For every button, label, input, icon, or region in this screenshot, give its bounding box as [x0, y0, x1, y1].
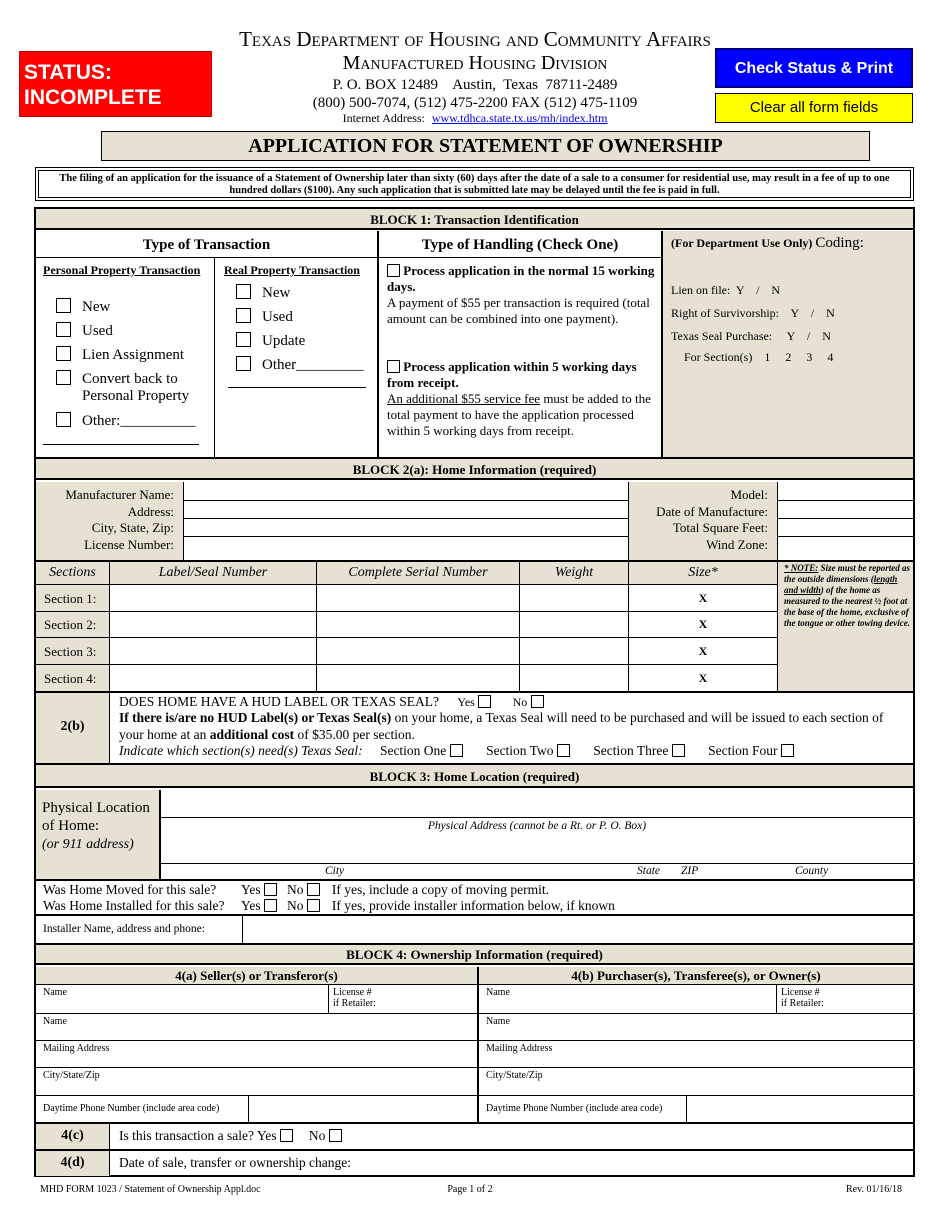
- physical-location-sub: (or 911 address): [42, 837, 134, 852]
- hud-label-question: DOES HOME HAVE A HUD LABEL OR TEXAS SEAL?: [119, 694, 440, 709]
- dept-use-label: [671, 235, 864, 252]
- seal-section-two-checkbox[interactable]: [557, 744, 570, 757]
- seal-section-three-label: Section Three: [593, 742, 669, 758]
- col-label-seal: Label/Seal Number: [158, 565, 268, 580]
- size-note-dimensions: length and width: [784, 574, 898, 595]
- real-option-new[interactable]: [236, 284, 290, 302]
- purchaser-if-retailer-text: if Retailer:: [781, 998, 825, 1009]
- section-row-label: Section 4:: [44, 671, 97, 686]
- installed-note: If yes, provide installer information below, if known: [331, 898, 615, 913]
- purchaser-mailing-label: Mailing Address: [486, 1043, 553, 1054]
- late-fee-notice: The filing of an application for the issuance of a Statement of Ownership later than sixty (60) days after the date of a sale to a consumer for residential use, may result in a fee of up to one hundred dollars ($100). Any such application that is submitted late may be delayed until the fee is paid in full.: [38, 170, 911, 198]
- purchaser-phone-label: Daytime Phone Number (include area code): [486, 1103, 663, 1114]
- additional-cost: additional cost: [209, 726, 295, 742]
- seller-title: 4(a) Seller(s) or Transferor(s): [175, 968, 338, 983]
- internet-address-line: [0, 111, 950, 126]
- size-note-label: * NOTE:: [784, 563, 819, 573]
- block4d-label: 4(d): [60, 1155, 85, 1170]
- real-option-update[interactable]: [236, 332, 305, 350]
- handling-normal-title: Process application in the normal 15 working days.: [387, 263, 655, 294]
- purchaser-title: 4(b) Purchaser(s), Transferee(s), or Owner(s): [571, 968, 821, 983]
- address-label: Address:: [127, 503, 174, 519]
- col-serial-number: Complete Serial Number: [348, 565, 488, 580]
- physical-address-input[interactable]: [161, 791, 913, 817]
- moved-no-label: No: [287, 882, 304, 897]
- block4-title: BLOCK 4: Ownership Information (required): [36, 945, 913, 965]
- real-property-title: Real Property Transaction: [224, 263, 360, 277]
- block2b-label: 2(b): [60, 719, 85, 734]
- installed-yes-label: Yes: [241, 898, 261, 913]
- handling-normal: [387, 263, 657, 327]
- personal-used-label: Used: [82, 323, 113, 339]
- personal-convert-label-2: Personal Property: [82, 388, 190, 404]
- hud-yes-checkbox[interactable]: [478, 695, 491, 708]
- block1-title: BLOCK 1: Transaction Identification: [36, 209, 913, 230]
- installed-yes-checkbox[interactable]: [264, 899, 277, 912]
- handling-fast: [387, 359, 657, 439]
- type-of-handling-heading: Type of Handling (Check One): [421, 237, 619, 253]
- personal-option-new[interactable]: [56, 298, 110, 316]
- seller-phone-input[interactable]: [249, 1096, 477, 1122]
- purchaser-name-label: Name: [486, 987, 510, 998]
- real-update-checkbox[interactable]: [236, 332, 251, 347]
- seller-city-label: City/State/Zip: [43, 1070, 100, 1081]
- date-of-manufacture-label: Date of Manufacture:: [656, 503, 768, 519]
- seller-name-label-2: Name: [43, 1016, 67, 1027]
- installer-label: Installer Name, address and phone:: [43, 923, 205, 935]
- footer-page-number: Page 1 of 2: [447, 1184, 493, 1195]
- personal-option-other[interactable]: [56, 412, 195, 430]
- moved-yes-checkbox[interactable]: [264, 883, 277, 896]
- seal-section-one-checkbox[interactable]: [450, 744, 463, 757]
- personal-option-convert[interactable]: [56, 370, 178, 388]
- moved-question: Was Home Moved for this sale?: [43, 882, 217, 897]
- home-info-right-labels: [629, 487, 768, 553]
- model-label: Model:: [730, 487, 768, 502]
- personal-convert-label: Convert back to: [82, 371, 178, 387]
- handling-fast-title: Process application within 5 working days from receipt.: [387, 359, 637, 390]
- total-square-feet-label: Total Square Feet:: [672, 520, 768, 535]
- section-row-label: Section 2:: [44, 617, 97, 632]
- seal-section-four-checkbox[interactable]: [781, 744, 794, 757]
- dept-use-area: [663, 231, 913, 457]
- personal-option-lien[interactable]: [56, 346, 184, 364]
- model-input[interactable]: [778, 483, 913, 500]
- seller-name-label: Name: [43, 987, 67, 998]
- personal-used-checkbox[interactable]: [56, 322, 71, 337]
- size-note: [784, 563, 910, 629]
- purchaser-name-label-2: Name: [486, 1016, 510, 1027]
- real-other-checkbox[interactable]: [236, 356, 251, 371]
- home-info-left-labels: [36, 487, 174, 553]
- handling-fast-fee: An additional $55 service fee: [387, 391, 541, 406]
- sale-question: Is this transaction a sale?: [119, 1128, 254, 1143]
- real-option-used[interactable]: [236, 308, 293, 326]
- indicate-sections: Indicate which section(s) need(s) Texas Seal:: [119, 742, 363, 758]
- seller-phone-label: Daytime Phone Number (include area code): [43, 1103, 220, 1114]
- physical-location-label: [42, 799, 154, 854]
- right-of-survivorship: Right of Survivorship: Y / N: [671, 306, 835, 320]
- no-seal-text: on your home, a Texas Seal will need to be purchased and will be issued to each section of your home at an: [119, 710, 884, 742]
- type-of-transaction-heading: Type of Transaction: [142, 237, 271, 253]
- real-used-checkbox[interactable]: [236, 308, 251, 323]
- agency-address: P. O. BOX 12489 Austin, Texas 78711-2489: [332, 77, 618, 93]
- wind-zone-label: Wind Zone:: [706, 536, 768, 552]
- hud-yes-label: Yes: [457, 695, 475, 709]
- seller-license-label: [333, 987, 376, 1009]
- handling-fast-text: must be added to the total payment to have the application processed within 5 working days from receipt.: [387, 391, 651, 438]
- lien-on-file: Lien on file: Y / N: [671, 283, 781, 297]
- purchaser-license-text: License #: [781, 987, 820, 998]
- personal-convert-checkbox[interactable]: [56, 370, 71, 385]
- coding-label: Coding:: [815, 235, 864, 251]
- installed-no-checkbox[interactable]: [307, 899, 320, 912]
- moved-note: If yes, include a copy of moving permit.: [331, 882, 549, 897]
- block4c-label: 4(c): [61, 1128, 84, 1143]
- status-line-2: INCOMPLETE: [24, 86, 162, 109]
- sale-yes-label: Yes: [256, 1128, 277, 1143]
- seal-section-four-label: Section Four: [708, 742, 778, 758]
- block4c-question: [119, 1128, 342, 1144]
- clear-form-fields-button[interactable]: Clear all form fields: [715, 93, 913, 123]
- col-sections: Sections: [49, 565, 96, 580]
- manufacturer-name-label: Manufacturer Name:: [65, 487, 174, 502]
- size-note-text-2: ) of the home as measured to the nearest ½ foot at the base of the home, exclusive of the tongue or other towing device.: [784, 585, 910, 628]
- sale-no-label: No: [308, 1128, 326, 1143]
- section-row-label: Section 3:: [44, 644, 97, 659]
- block2a-title: BLOCK 2(a): Home Information (required): [36, 459, 913, 480]
- col-size: Size*: [688, 565, 718, 580]
- installer-input[interactable]: [243, 916, 913, 943]
- no-seal-text-2: of $35.00 per section.: [294, 726, 415, 742]
- check-status-print-button[interactable]: Check Status & Print: [715, 48, 913, 88]
- internet-label: Internet Address:: [342, 111, 425, 125]
- hud-no-checkbox[interactable]: [531, 695, 544, 708]
- date-of-sale-label: Date of sale, transfer or ownership change:: [119, 1155, 352, 1170]
- physical-location-text: Physical Location of Home:: [42, 800, 150, 834]
- agency-phones: (800) 500-7074, (512) 475-2200 FAX (512) 475-1109: [312, 95, 638, 111]
- hud-no-label: No: [512, 695, 528, 709]
- col-weight: Weight: [554, 565, 594, 580]
- block3-title: BLOCK 3: Home Location (required): [36, 765, 913, 788]
- seal-section-two-label: Section Two: [486, 742, 554, 758]
- personal-new-checkbox[interactable]: [56, 298, 71, 313]
- purchaser-phone-input[interactable]: [687, 1096, 913, 1122]
- size-x-marker: X: [698, 644, 708, 658]
- purchaser-license-label: [781, 987, 824, 1009]
- city-state-zip-label: City, State, Zip:: [91, 520, 174, 535]
- moved-no-checkbox[interactable]: [307, 883, 320, 896]
- handling-fast-checkbox[interactable]: [387, 360, 400, 373]
- zip-caption: ZIP: [681, 865, 699, 877]
- personal-lien-checkbox[interactable]: [56, 346, 71, 361]
- purchaser-city-label: City/State/Zip: [486, 1070, 543, 1081]
- installed-question: Was Home Installed for this sale?: [43, 898, 225, 913]
- city-caption: City: [325, 865, 345, 877]
- no-seal-intro: If there is/are no HUD Label(s) or Texas Seal(s): [119, 710, 392, 726]
- real-other-label: Other_________: [262, 357, 364, 373]
- seller-if-retailer-text: if Retailer:: [333, 998, 377, 1009]
- status-line-1: STATUS:: [24, 61, 112, 84]
- seal-section-three-checkbox[interactable]: [672, 744, 685, 757]
- real-option-other[interactable]: [236, 356, 364, 374]
- manufacturer-name-input[interactable]: [184, 483, 628, 500]
- personal-other-checkbox[interactable]: [56, 412, 71, 427]
- personal-new-label: New: [82, 299, 111, 315]
- section-row-label: Section 1:: [44, 591, 97, 606]
- handling-normal-checkbox[interactable]: [387, 264, 400, 277]
- dept-use-title: (For Department Use Only): [671, 236, 813, 250]
- moved-installed-questions: [43, 882, 903, 914]
- agency-name: Texas Department of Housing and Community Affairs: [239, 27, 711, 51]
- handling-normal-text: A payment of $55 per transaction is required (total amount can be combined into one payment).: [387, 295, 650, 326]
- late-fee-notice-box: [35, 167, 914, 201]
- physical-address-caption: Physical Address (cannot be a Rt. or P. O. Box): [427, 820, 647, 832]
- size-x-marker: X: [698, 671, 708, 685]
- real-update-label: Update: [262, 333, 306, 349]
- personal-property-title: Personal Property Transaction: [43, 263, 201, 277]
- moved-yes-label: Yes: [241, 882, 261, 897]
- real-new-checkbox[interactable]: [236, 284, 251, 299]
- division-name: Manufactured Housing Division: [342, 52, 608, 74]
- for-sections: For Section(s) 1 2 3 4: [684, 350, 834, 364]
- seller-mailing-label: Mailing Address: [43, 1043, 110, 1054]
- footer-revision: Rev. 01/16/18: [845, 1184, 902, 1195]
- form-title: APPLICATION FOR STATEMENT OF OWNERSHIP: [101, 131, 870, 161]
- internet-link[interactable]: www.tdhca.state.tx.us/mh/index.htm: [431, 111, 608, 125]
- real-new-label: New: [262, 285, 291, 301]
- footer-form-name: MHD FORM 1023 / Statement of Ownership Appl.doc: [40, 1184, 261, 1195]
- sale-yes-checkbox[interactable]: [280, 1129, 293, 1142]
- seal-section-one-label: Section One: [379, 742, 447, 758]
- county-caption: County: [795, 865, 829, 877]
- size-note-text: Size must be reported as the outside dimensions (: [784, 563, 911, 584]
- size-x-marker: X: [698, 591, 708, 605]
- block2b-content: [119, 694, 909, 759]
- personal-other-label: Other:__________: [82, 413, 196, 429]
- size-x-marker: X: [698, 617, 708, 631]
- installed-no-label: No: [287, 898, 304, 913]
- state-caption: State: [637, 865, 660, 877]
- texas-seal-purchase: Texas Seal Purchase: Y / N: [671, 329, 831, 343]
- license-number-label: License Number:: [84, 536, 174, 552]
- personal-option-used[interactable]: [56, 322, 113, 340]
- personal-lien-label: Lien Assignment: [82, 347, 185, 363]
- seller-license-text: License #: [333, 987, 372, 998]
- real-used-label: Used: [262, 309, 293, 325]
- date-of-sale-input[interactable]: [370, 1151, 913, 1176]
- sale-no-checkbox[interactable]: [329, 1129, 342, 1142]
